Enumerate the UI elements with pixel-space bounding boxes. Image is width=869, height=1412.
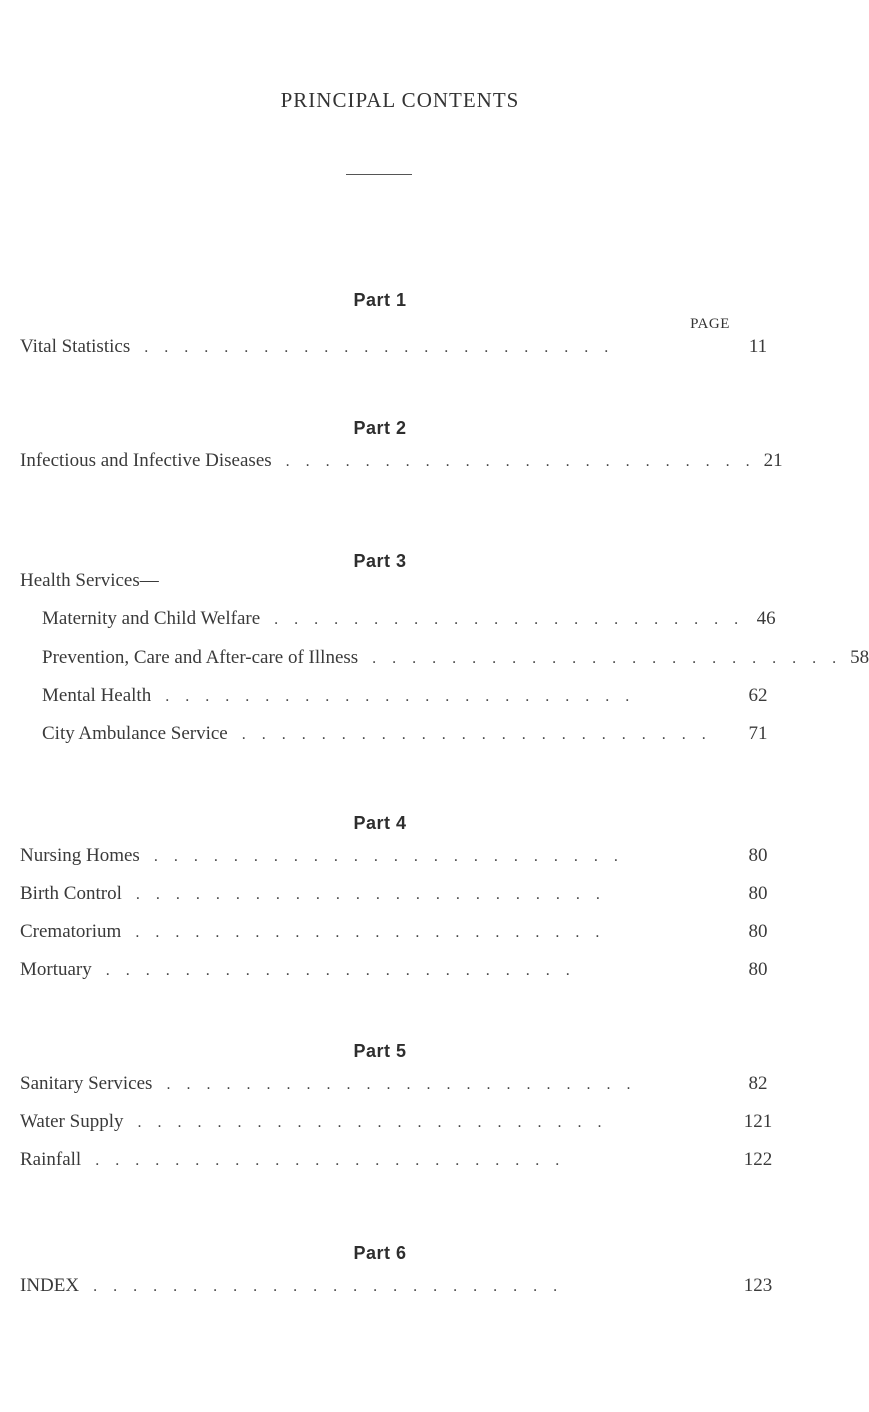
entry-page-number: 11 — [748, 336, 768, 357]
dot-leader: . . . . . . . . . . . . . . . . . . . . . . . . — [144, 339, 615, 356]
dot-leader: . . . . . . . . . . . . . . . . . . . . . . . . — [153, 848, 624, 865]
entry-page-number: 21 — [763, 450, 783, 471]
entry-page-number: 121 — [743, 1111, 773, 1132]
page-title: PRINCIPAL CONTENTS — [280, 88, 520, 112]
entry-label: City Ambulance Service — [42, 723, 228, 744]
entry-page-number: 122 — [743, 1149, 773, 1170]
entry-label: Vital Statistics — [20, 336, 131, 357]
entry-label: Rainfall — [20, 1149, 82, 1170]
toc-entry-index[interactable] — [20, 1275, 780, 1301]
entry-label: Mental Health — [42, 685, 152, 706]
entry-page-number: 123 — [743, 1275, 773, 1296]
part-1-heading: Part 1 — [353, 290, 407, 310]
toc-entry-prevention-care[interactable] — [42, 647, 869, 673]
entry-page-number: 62 — [748, 685, 768, 706]
page-column-header: PAGE — [690, 316, 730, 332]
dot-leader: . . . . . . . . . . . . . . . . . . . . . . . . — [285, 453, 756, 470]
entry-label: Sanitary Services — [20, 1073, 153, 1094]
toc-entry-birth-control[interactable] — [20, 883, 780, 909]
entry-page-number: 82 — [748, 1073, 768, 1094]
dot-leader: . . . . . . . . . . . . . . . . . . . . . . . . — [372, 650, 843, 667]
entry-label: Crematorium — [20, 921, 122, 942]
entry-label: Birth Control — [20, 883, 122, 904]
entry-page-number: 80 — [748, 921, 768, 942]
entry-label: Infectious and Infective Diseases — [20, 450, 272, 471]
entry-page-number: 58 — [850, 647, 869, 668]
entry-label: INDEX — [20, 1275, 80, 1296]
part-6-heading: Part 6 — [353, 1243, 407, 1263]
toc-entry-sanitary-services[interactable] — [20, 1073, 780, 1099]
entry-page-number: 71 — [748, 723, 768, 744]
toc-entry-vital-statistics[interactable] — [20, 336, 780, 362]
dot-leader: . . . . . . . . . . . . . . . . . . . . . . . . — [105, 962, 576, 979]
entry-page-number: 80 — [748, 845, 768, 866]
dot-leader: . . . . . . . . . . . . . . . . . . . . . . . . — [165, 688, 636, 705]
entry-page-number: 80 — [748, 883, 768, 904]
entry-label: Prevention, Care and After-care of Illness — [42, 647, 359, 668]
toc-entry-water-supply[interactable] — [20, 1111, 780, 1137]
part-3-subheading: Health Services— — [20, 570, 159, 591]
entry-label: Nursing Homes — [20, 845, 140, 866]
dot-leader: . . . . . . . . . . . . . . . . . . . . . . . . — [274, 611, 745, 628]
toc-entry-mortuary[interactable] — [20, 959, 780, 985]
dot-leader: . . . . . . . . . . . . . . . . . . . . . . . . — [135, 924, 606, 941]
dot-leader: . . . . . . . . . . . . . . . . . . . . . . . . — [95, 1152, 566, 1169]
dot-leader: . . . . . . . . . . . . . . . . . . . . . . . . — [135, 886, 606, 903]
title-divider — [346, 174, 412, 175]
entry-label: Water Supply — [20, 1111, 124, 1132]
entry-page-number: 46 — [756, 608, 776, 629]
toc-entry-nursing-homes[interactable] — [20, 845, 780, 871]
entry-label: Maternity and Child Welfare — [42, 608, 261, 629]
toc-entry-city-ambulance[interactable] — [42, 723, 780, 749]
toc-entry-infectious-diseases[interactable] — [20, 450, 783, 476]
part-2-heading: Part 2 — [353, 418, 407, 438]
part-5-heading: Part 5 — [353, 1041, 407, 1061]
entry-page-number: 80 — [748, 959, 768, 980]
part-3-heading: Part 3 — [353, 551, 407, 571]
dot-leader: . . . . . . . . . . . . . . . . . . . . . . . . — [166, 1076, 637, 1093]
dot-leader: . . . . . . . . . . . . . . . . . . . . . . . . — [93, 1278, 564, 1295]
toc-entry-mental-health[interactable] — [42, 685, 780, 711]
toc-entry-crematorium[interactable] — [20, 921, 780, 947]
toc-entry-rainfall[interactable] — [20, 1149, 780, 1175]
part-4-heading: Part 4 — [353, 813, 407, 833]
dot-leader: . . . . . . . . . . . . . . . . . . . . . . . . — [137, 1114, 608, 1131]
dot-leader: . . . . . . . . . . . . . . . . . . . . . . . . — [241, 726, 712, 743]
toc-entry-maternity[interactable] — [42, 608, 780, 634]
entry-label: Mortuary — [20, 959, 92, 980]
